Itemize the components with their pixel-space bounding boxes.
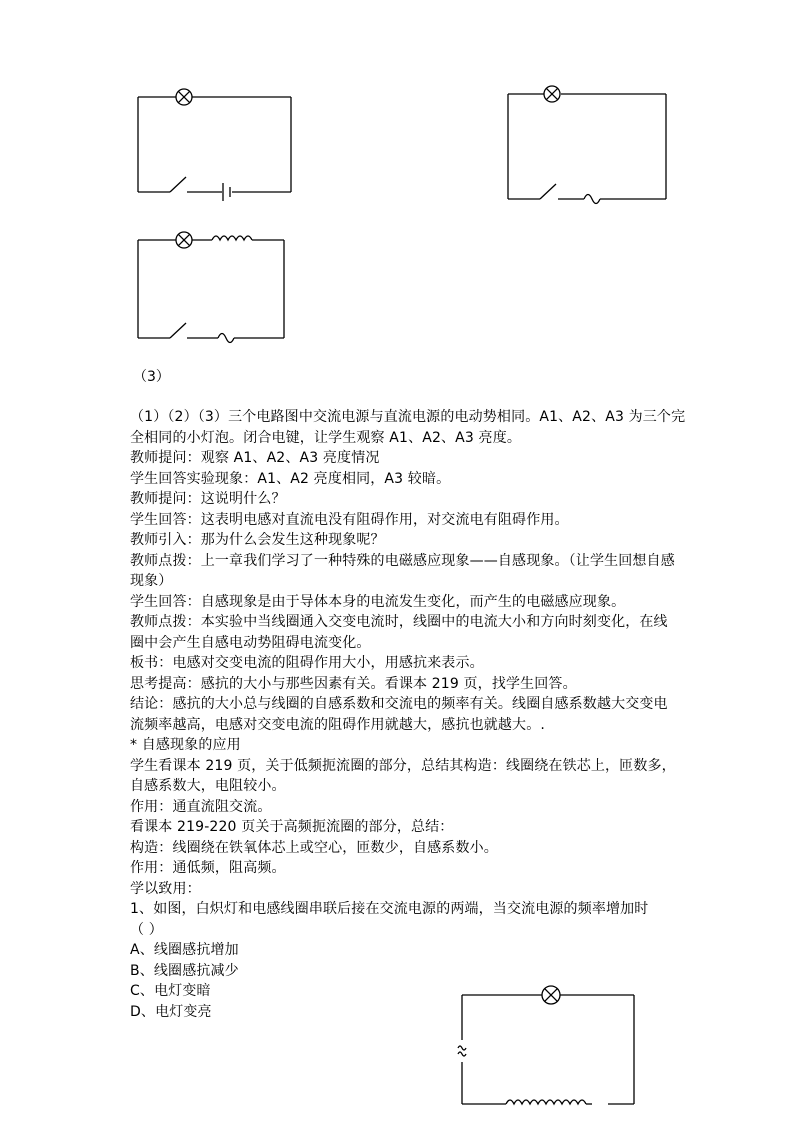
circuit-4-wires	[462, 995, 634, 1104]
text-line: 教师点拨：本实验中当线圈通入交变电流时，线圈中的电流大小和方向时刻变化，在线	[130, 614, 668, 630]
text-line: 圈中会产生自感电动势阻碍电流变化。	[130, 634, 371, 651]
option-b: B、线圈感抗减少	[130, 962, 239, 979]
ac-source-icon	[458, 1046, 466, 1056]
option-d: D、电灯变亮	[130, 1003, 212, 1020]
text-line: （1）（2）（3）三个电路图中交流电源与直流电源的电动势相同。A1、A2、A3 为三个完	[130, 409, 686, 425]
inductor-coil-icon	[212, 236, 252, 240]
circuit-diagram-4	[0, 960, 794, 1120]
question-text: 1、如图，白炽灯和电感线圈串联后接在交流电源的两端，当交流电源的频率增加时	[130, 901, 649, 917]
text-line: 板书：电感对交变电流的阻碍作用大小，用感抗来表示。	[130, 655, 484, 671]
section-heading: * 自感现象的应用	[130, 737, 241, 753]
text-line: 构造：线圈绕在铁氧体芯上或空心，匝数少，自感系数小。	[130, 839, 498, 856]
text-line: 学生回答：这表明电感对直流电没有阻碍作用，对交流电有阻碍作用。	[130, 511, 569, 528]
circuit-3-wires	[138, 240, 284, 338]
text-line: 作用：通低频，阻高频。	[130, 860, 286, 876]
text-line: 教师提问：观察 A1、A2、A3 亮度情况	[130, 450, 380, 466]
text-line: 作用：通直流阻交流。	[130, 798, 272, 815]
text-line: 学生回答实验现象：A1、A2 亮度相同，A3 较暗。	[130, 470, 451, 487]
text-line: 结论：感抗的大小总与线圈的自感系数和交流电的频率有关。线圈自感系数越大交变电	[130, 696, 668, 712]
lamp-icon	[542, 986, 560, 1004]
text-line: 教师提问：这说明什么？	[130, 491, 286, 507]
text-line: 现象）	[130, 573, 173, 589]
text-line: 全相同的小灯泡。闭合电键，让学生观察 A1、A2、A3 亮度。	[130, 429, 522, 446]
circuit-3-label: （3）	[133, 369, 170, 385]
text-line: 教师点拨：上一章我们学习了一种特殊的电磁感应现象——自感现象。（让学生回想自感	[130, 552, 675, 569]
text-line: 自感系数大，电阻较小。	[130, 778, 286, 794]
text-line: 学生回答：自感现象是由于导体本身的电流发生变化，而产生的电磁感应现象。	[130, 593, 626, 610]
ac-source-icon	[218, 334, 234, 343]
text-line: 学以致用：	[130, 880, 201, 897]
inductor-coil-icon	[506, 1100, 586, 1104]
circuit-diagram-3	[0, 0, 794, 420]
option-a: A、线圈感抗增加	[130, 942, 239, 958]
text-line: 看课本 219-220 页关于高频扼流圈的部分，总结：	[130, 819, 454, 835]
option-c: C、电灯变暗	[130, 983, 211, 999]
lamp-icon	[176, 232, 192, 248]
text-line: 流频率越高，电感对交变电流的阻碍作用就越大，感抗也就越大。.	[130, 716, 545, 733]
answer-blank: （ ）	[130, 921, 163, 938]
text-line: 学生看课本 219 页，关于低频扼流圈的部分，总结其构造：线圈绕在铁芯上，匝数多，	[130, 757, 676, 774]
lesson-text	[130, 407, 686, 1022]
switch-icon	[170, 323, 186, 338]
text-line: 教师引入：那为什么会发生这种现象呢？	[130, 532, 385, 548]
text-line: 思考提高：感抗的大小与那些因素有关。看课本 219 页，找学生回答。	[130, 675, 577, 692]
